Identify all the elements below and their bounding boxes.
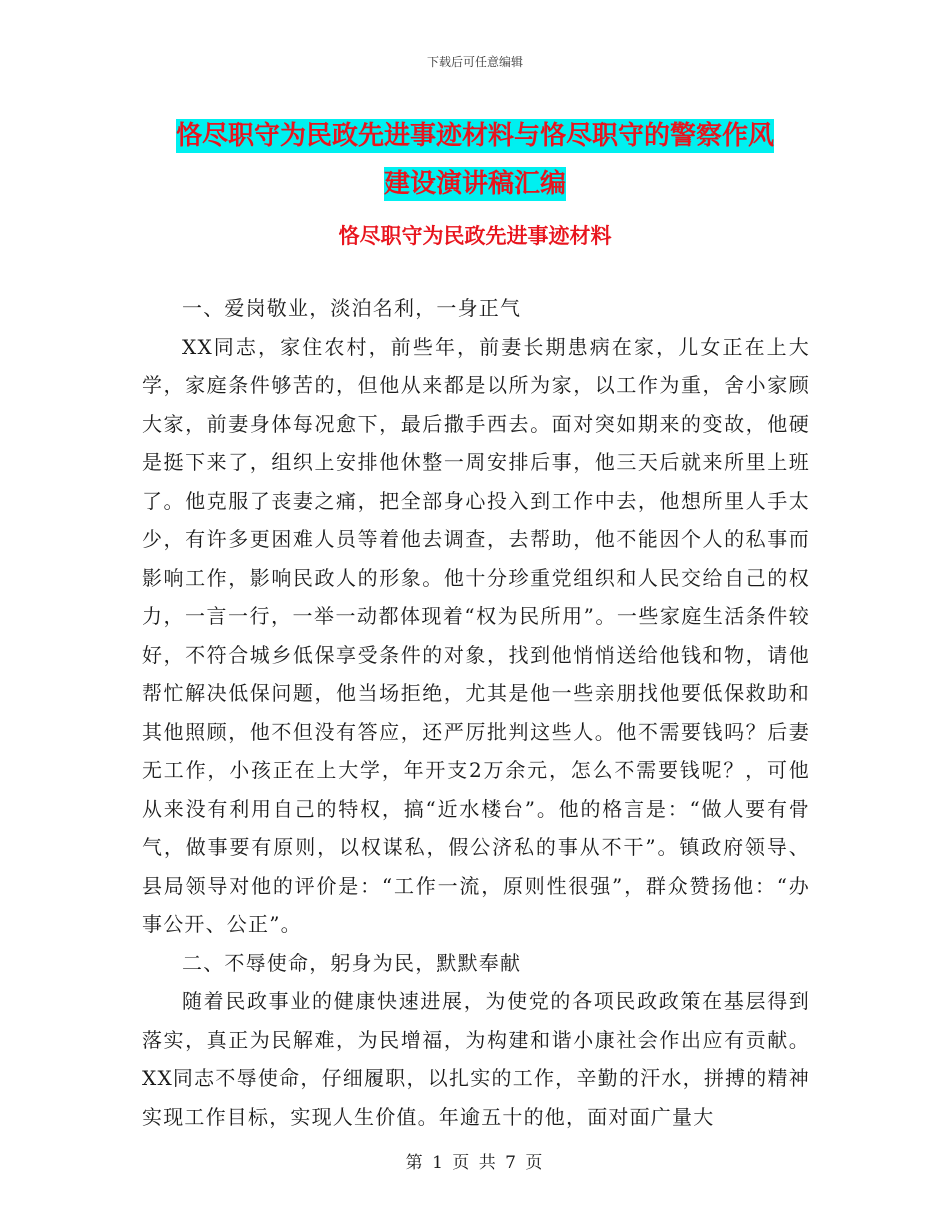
section-title: 恪尽职守为民政先进事迹材料 [338, 224, 612, 248]
page-header-note: 下载后可任意编辑 [426, 55, 523, 69]
page-number: 第 1 页 共 7 页 [405, 1153, 545, 1173]
document-body [142, 289, 810, 1136]
paragraph-2: 随着民政事业的健康快速进展，为使党的各项民政政策在基层得到落实，真正为民解难，为民增福，为构建和谐小康社会作出应有贡献。XX同志不辱使命，仔细履职，以扎实的工作，辛勤的汗水，拼搏的精神实现工作目标，实现人生价值。年逾五十的他，面对面广量大 [142, 989, 810, 1129]
paragraph-1: XX同志，家住农村，前些年，前妻长期患病在家，儿女正在上大学，家庭条件够苦的，但他从来都是以所为家，以工作为重，舍小家顾大家，前妻身体每况愈下，最后撒手西去。面对突如期来的变故，他硬是挺下来了，组织上安排他休整一周安排后事，他三天后就来所里上班了。他克服了丧妻之痛，把全部身心投入到工作中去，他想所里人手太少，有许多更困难人员等着他去调查，去帮助，他不能因个人的私事而影响工作，影响民政人的形象。他十分珍重党组织和人民交给自己的权力，一言一行，一举一动都体现着“权为民所用”。一些家庭生活条件较好，不符合城乡低保享受条件的对象，找到他悄悄送给他钱和物，请他帮忙解决低保问题，他当场拒绝，尤其是他一些亲朋找他要低保救助和其他照顾，他不但没有答应，还严厉批判这些人。他不需要钱吗？后妻无工作，小孩正在上大学，年开支2万余元，怎么不需要钱呢？，可他从来没有利用自己的特权，搞“近水楼台”。他的格言是：“做人要有骨气，做事要有原则，以权谋私，假公济私的事从不干”。镇政府领导、县局领导对他的评价是：“工作一流，原则性很强”，群众赞扬他：“办事公开、公正”。 [142, 334, 810, 936]
heading-1: 一、爱岗敬业，淡泊名利，一身正气 [182, 296, 522, 320]
title-line-2: 建设演讲稿汇编 [383, 169, 566, 199]
document-title [0, 112, 950, 208]
title-line-1: 恪尽职守为民政先进事迹材料与恪尽职守的警察作风 [175, 121, 774, 151]
heading-2: 二、不辱使命，躬身为民，默默奉献 [182, 950, 522, 975]
